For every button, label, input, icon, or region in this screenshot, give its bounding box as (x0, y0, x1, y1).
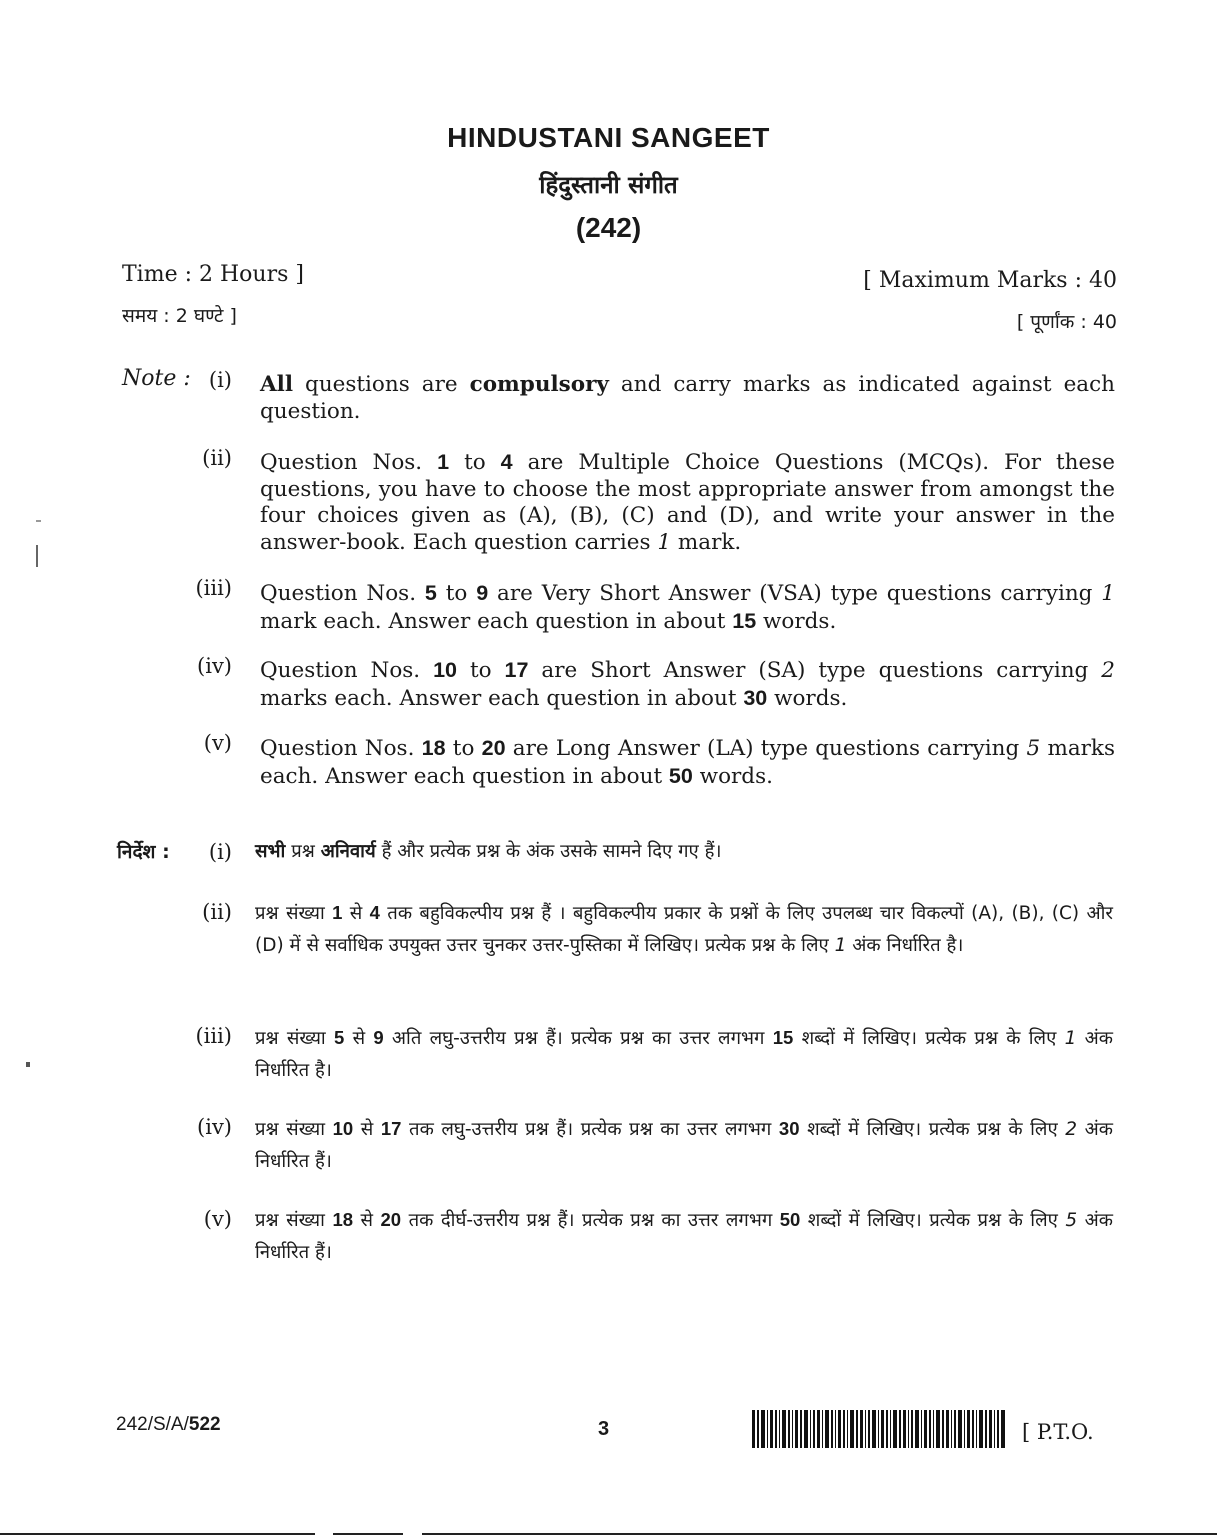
text-run: 5 (1065, 1210, 1078, 1231)
nirdesh-num: (v) (203, 1207, 232, 1231)
nirdesh-label: निर्देश : (117, 841, 170, 863)
barcode-image (752, 1410, 1008, 1448)
text-run: are Multiple Choice Questions (MCQs). For these questions, you have to choose the most appropriate answer from amongst the four choices given as (A), (B), (C) and (D), and write your answer in the answer-book. Each question carries (260, 450, 1115, 555)
paper-set-code-suffix: 522 (188, 1414, 221, 1435)
text-run: तक बहुविकल्पीय प्रश्न हैं । बहुविकल्पीय प्रकार के प्रश्नों के लिए उपलब्ध चार विकल्पों (A), (B), (C) और (D) में से सर्वाधिक उपयुक्त उत्तर चुनकर उत्तर-पुस्तिका में लिखिए। प्रत्येक प्रश्न के लिए (255, 903, 1113, 956)
text-run: to (449, 450, 501, 475)
text-run: 17 (380, 1118, 402, 1139)
text-run: 10 (332, 1118, 354, 1139)
text-run: Question Nos. (260, 658, 434, 683)
text-run: अनिवार्य (320, 841, 376, 862)
text-run: 5 (424, 581, 437, 605)
text-run: से (342, 903, 370, 924)
text-run: words. (756, 608, 837, 634)
text-run: 1 (437, 450, 450, 474)
text-run: प्रश्न (285, 841, 321, 862)
text-run: तक दीर्घ-उत्तरीय प्रश्न हैं। प्रत्येक प्रश्न का उत्तर लगभग (401, 1210, 780, 1231)
text-run: 2 (1065, 1119, 1078, 1140)
note-num: (iv) (197, 654, 232, 678)
text-run: शब्दों में लिखिए। प्रत्येक प्रश्न के लिए (800, 1210, 1066, 1231)
text-run: प्रश्न संख्या (255, 1210, 333, 1231)
text-run: are Long Answer (LA) type questions carrying (505, 736, 1027, 761)
text-run: अंक निर्धारित हैं। (255, 1119, 1113, 1172)
text-run: to (436, 581, 477, 606)
paper-title: HINDUSTANI SANGEET (447, 122, 770, 153)
note-label: Note : (122, 366, 191, 391)
text-run: 1 (834, 935, 847, 956)
note-item (260, 735, 1115, 790)
text-run: से (353, 1119, 381, 1140)
text-run: 50 (668, 763, 693, 788)
text-run: 30 (743, 685, 768, 710)
text-run: Question Nos. (260, 736, 422, 761)
scan-mark (36, 545, 38, 567)
nirdesh-item (255, 836, 1113, 868)
nirdesh-num: (iii) (195, 1024, 232, 1048)
paper-set-code (116, 1414, 221, 1436)
text-run: से (344, 1028, 374, 1049)
nirdesh-item (255, 1204, 1113, 1269)
scan-mark (36, 520, 41, 522)
text-run: 20 (380, 1209, 402, 1230)
note-num: (v) (203, 731, 232, 755)
text-run: 1 (1064, 1028, 1077, 1049)
nirdesh-item (255, 897, 1113, 962)
text-run: 4 (500, 450, 513, 474)
bottom-rule (333, 1533, 403, 1535)
text-run: 15 (772, 1027, 794, 1048)
text-run: Question Nos. (260, 581, 425, 606)
text-run: प्रश्न संख्या (255, 1028, 334, 1049)
text-run: words. (692, 763, 773, 789)
text-run: तक लघु-उत्तरीय प्रश्न हैं। प्रत्येक प्रश्न का उत्तर लगभग (401, 1119, 779, 1140)
text-run: 17 (504, 658, 529, 682)
nirdesh-num: (iv) (197, 1115, 232, 1139)
max-marks-hi: [ पूर्णांक : 40 (1016, 311, 1117, 333)
note-num: (ii) (202, 446, 232, 470)
text-run: 10 (433, 658, 458, 682)
text-run: 5 (1026, 736, 1041, 761)
text-run: 1 (657, 529, 672, 555)
max-marks-en: [ Maximum Marks : 40 (863, 268, 1117, 293)
nirdesh-num: (ii) (202, 900, 232, 924)
text-run: 9 (373, 1027, 384, 1048)
text-run: अंक निर्धारित है। (846, 935, 964, 956)
text-run: to (445, 736, 482, 761)
text-run: 4 (369, 902, 380, 923)
time-en: Time : 2 Hours ] (122, 262, 304, 287)
paper-title-hindi: हिंदुस्तानी संगीत (539, 171, 678, 199)
time-hi: समय : 2 घण्टे ] (122, 305, 237, 327)
note-item (260, 657, 1115, 712)
text-run: 18 (332, 1209, 354, 1230)
text-run: 18 (421, 736, 446, 760)
text-run: से (353, 1210, 381, 1231)
bottom-rule (0, 1533, 315, 1535)
text-run: प्रश्न संख्या (255, 1119, 333, 1140)
text-run: mark. (671, 529, 742, 555)
nirdesh-item (255, 1113, 1113, 1178)
paper-code: (242) (575, 212, 642, 243)
text-run: are Very Short Answer (VSA) type questions carrying (488, 581, 1102, 606)
paper-set-code-prefix: 242/S/A/ (116, 1414, 189, 1435)
note-item (260, 449, 1115, 556)
text-run: सभी (255, 841, 286, 862)
page-number: 3 (598, 1418, 610, 1440)
text-run: Question Nos. (260, 450, 438, 475)
text-run: 20 (481, 736, 506, 760)
nirdesh-item (255, 1022, 1113, 1087)
bottom-rule (422, 1533, 1217, 1535)
nirdesh-num: (i) (208, 840, 232, 864)
text-run: प्रश्न संख्या (255, 903, 333, 924)
text-run: marks each. Answer each question in about (260, 685, 744, 711)
text-run: हैं और प्रत्येक प्रश्न के अंक उसके सामने दिए गए हैं। (375, 841, 722, 862)
text-run: 50 (779, 1209, 801, 1230)
text-run: अंक निर्धारित हैं। (255, 1210, 1113, 1263)
scan-mark (26, 1062, 30, 1067)
note-item (260, 372, 1115, 425)
text-run: 5 (334, 1027, 345, 1048)
text-run: mark each. Answer each question in about (260, 608, 733, 634)
text-run: are Short Answer (SA) type questions carrying (528, 658, 1102, 683)
note-num: (i) (208, 368, 232, 392)
text-run: 1 (332, 902, 343, 923)
text-run: 15 (732, 608, 757, 633)
text-run: 30 (778, 1118, 800, 1139)
text-run: 1 (1101, 581, 1115, 606)
text-run: अति लघु-उत्तरीय प्रश्न हैं। प्रत्येक प्रश्न का उत्तर लगभग (383, 1028, 773, 1049)
text-run: 2 (1101, 658, 1115, 683)
text-run: compulsory (469, 372, 609, 397)
text-run: शब्दों में लिखिए। प्रत्येक प्रश्न के लिए (793, 1028, 1065, 1049)
note-num: (iii) (195, 576, 232, 600)
text-run: and carry marks as indicated against each question. (260, 372, 1115, 424)
pto-label: [ P.T.O. (1022, 1420, 1094, 1444)
text-run: to (457, 658, 505, 683)
text-run: questions are (293, 372, 470, 397)
note-item (260, 580, 1115, 635)
text-run: words. (767, 685, 848, 711)
text-run: All (260, 372, 294, 397)
text-run: अंक निर्धारित है। (255, 1028, 1113, 1081)
text-run: 9 (476, 581, 489, 605)
text-run: marks each. Answer each question in about (260, 736, 1115, 789)
text-run: शब्दों में लिखिए। प्रत्येक प्रश्न के लिए (799, 1119, 1066, 1140)
